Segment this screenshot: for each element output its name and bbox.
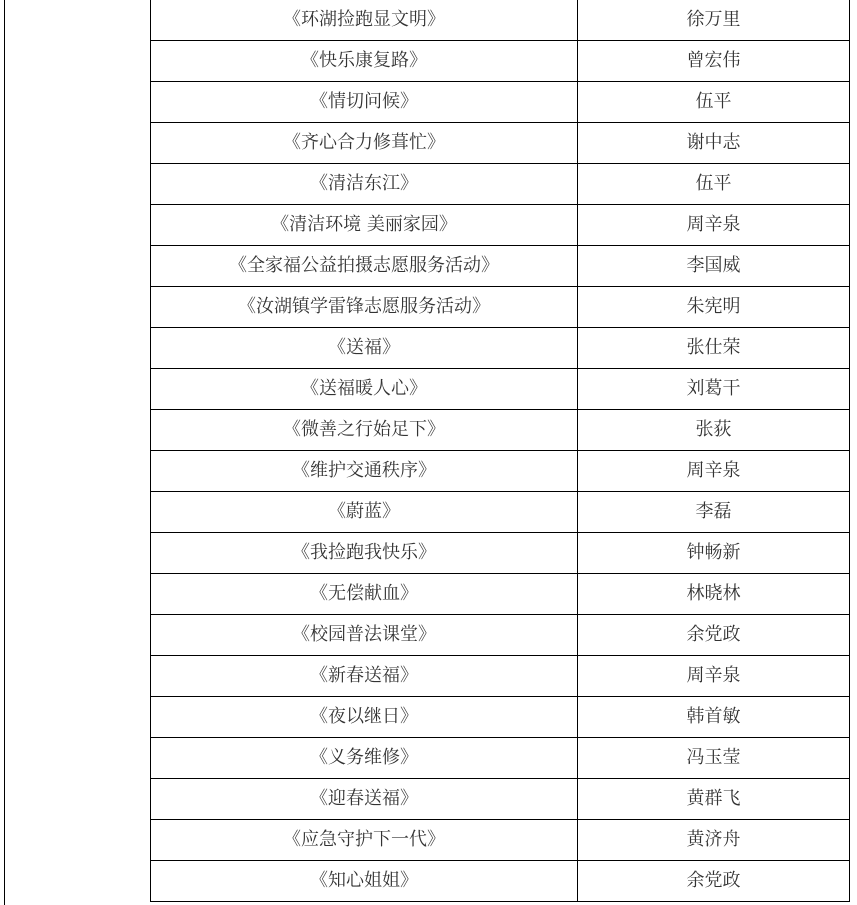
table-row (151, 205, 850, 246)
work-title-cell: 《微善之行始足下》 (151, 410, 578, 451)
table-row (151, 738, 850, 779)
table-row (151, 697, 850, 738)
table-row (151, 369, 850, 410)
author-cell: 林晓林 (578, 574, 850, 615)
author-cell: 周辛泉 (578, 205, 850, 246)
author-cell: 周辛泉 (578, 451, 850, 492)
author-cell: 李磊 (578, 492, 850, 533)
author-cell: 伍平 (578, 164, 850, 205)
work-title-cell: 《情切问候》 (151, 82, 578, 123)
table-row (151, 779, 850, 820)
work-title-cell: 《环湖捡跑显文明》 (151, 0, 578, 41)
table-row (151, 123, 850, 164)
table-row (151, 246, 850, 287)
table-row (151, 41, 850, 82)
table-row (151, 656, 850, 697)
table-row (151, 451, 850, 492)
work-title-cell: 《义务维修》 (151, 738, 578, 779)
work-title-cell: 《新春送福》 (151, 656, 578, 697)
work-title-cell: 《我捡跑我快乐》 (151, 533, 578, 574)
author-cell: 徐万里 (578, 0, 850, 41)
work-title-cell: 《清洁环境 美丽家园》 (151, 205, 578, 246)
author-cell: 谢中志 (578, 123, 850, 164)
table-row (151, 0, 850, 41)
author-cell: 曾宏伟 (578, 41, 850, 82)
work-title-cell: 《校园普法课堂》 (151, 615, 578, 656)
work-title-cell: 《送福》 (151, 328, 578, 369)
table-row (151, 820, 850, 861)
author-cell: 张仕荣 (578, 328, 850, 369)
author-cell: 周辛泉 (578, 656, 850, 697)
table-row (151, 533, 850, 574)
work-title-cell: 《齐心合力修葺忙》 (151, 123, 578, 164)
work-title-cell: 《清洁东江》 (151, 164, 578, 205)
work-title-cell: 《无偿献血》 (151, 574, 578, 615)
work-title-cell: 《快乐康复路》 (151, 41, 578, 82)
author-cell: 李国威 (578, 246, 850, 287)
author-cell: 刘葛干 (578, 369, 850, 410)
table-row (151, 861, 850, 902)
table-row (151, 287, 850, 328)
works-table (150, 0, 850, 902)
table-row (151, 574, 850, 615)
author-cell: 黄群飞 (578, 779, 850, 820)
table-row (151, 410, 850, 451)
work-title-cell: 《全家福公益拍摄志愿服务活动》 (151, 246, 578, 287)
table-row (151, 615, 850, 656)
author-cell: 伍平 (578, 82, 850, 123)
work-title-cell: 《迎春送福》 (151, 779, 578, 820)
work-title-cell: 《送福暖人心》 (151, 369, 578, 410)
works-table-body (151, 0, 850, 902)
work-title-cell: 《蔚蓝》 (151, 492, 578, 533)
author-cell: 朱宪明 (578, 287, 850, 328)
author-cell: 余党政 (578, 615, 850, 656)
table-row (151, 82, 850, 123)
author-cell: 张荻 (578, 410, 850, 451)
author-cell: 冯玉莹 (578, 738, 850, 779)
work-title-cell: 《汝湖镇学雷锋志愿服务活动》 (151, 287, 578, 328)
author-cell: 余党政 (578, 861, 850, 902)
author-cell: 钟畅新 (578, 533, 850, 574)
work-title-cell: 《夜以继日》 (151, 697, 578, 738)
left-border-line (4, 0, 5, 905)
author-cell: 黄济舟 (578, 820, 850, 861)
table-row (151, 328, 850, 369)
work-title-cell: 《应急守护下一代》 (151, 820, 578, 861)
table-row (151, 492, 850, 533)
work-title-cell: 《知心姐姐》 (151, 861, 578, 902)
author-cell: 韩首敏 (578, 697, 850, 738)
work-title-cell: 《维护交通秩序》 (151, 451, 578, 492)
table-row (151, 164, 850, 205)
